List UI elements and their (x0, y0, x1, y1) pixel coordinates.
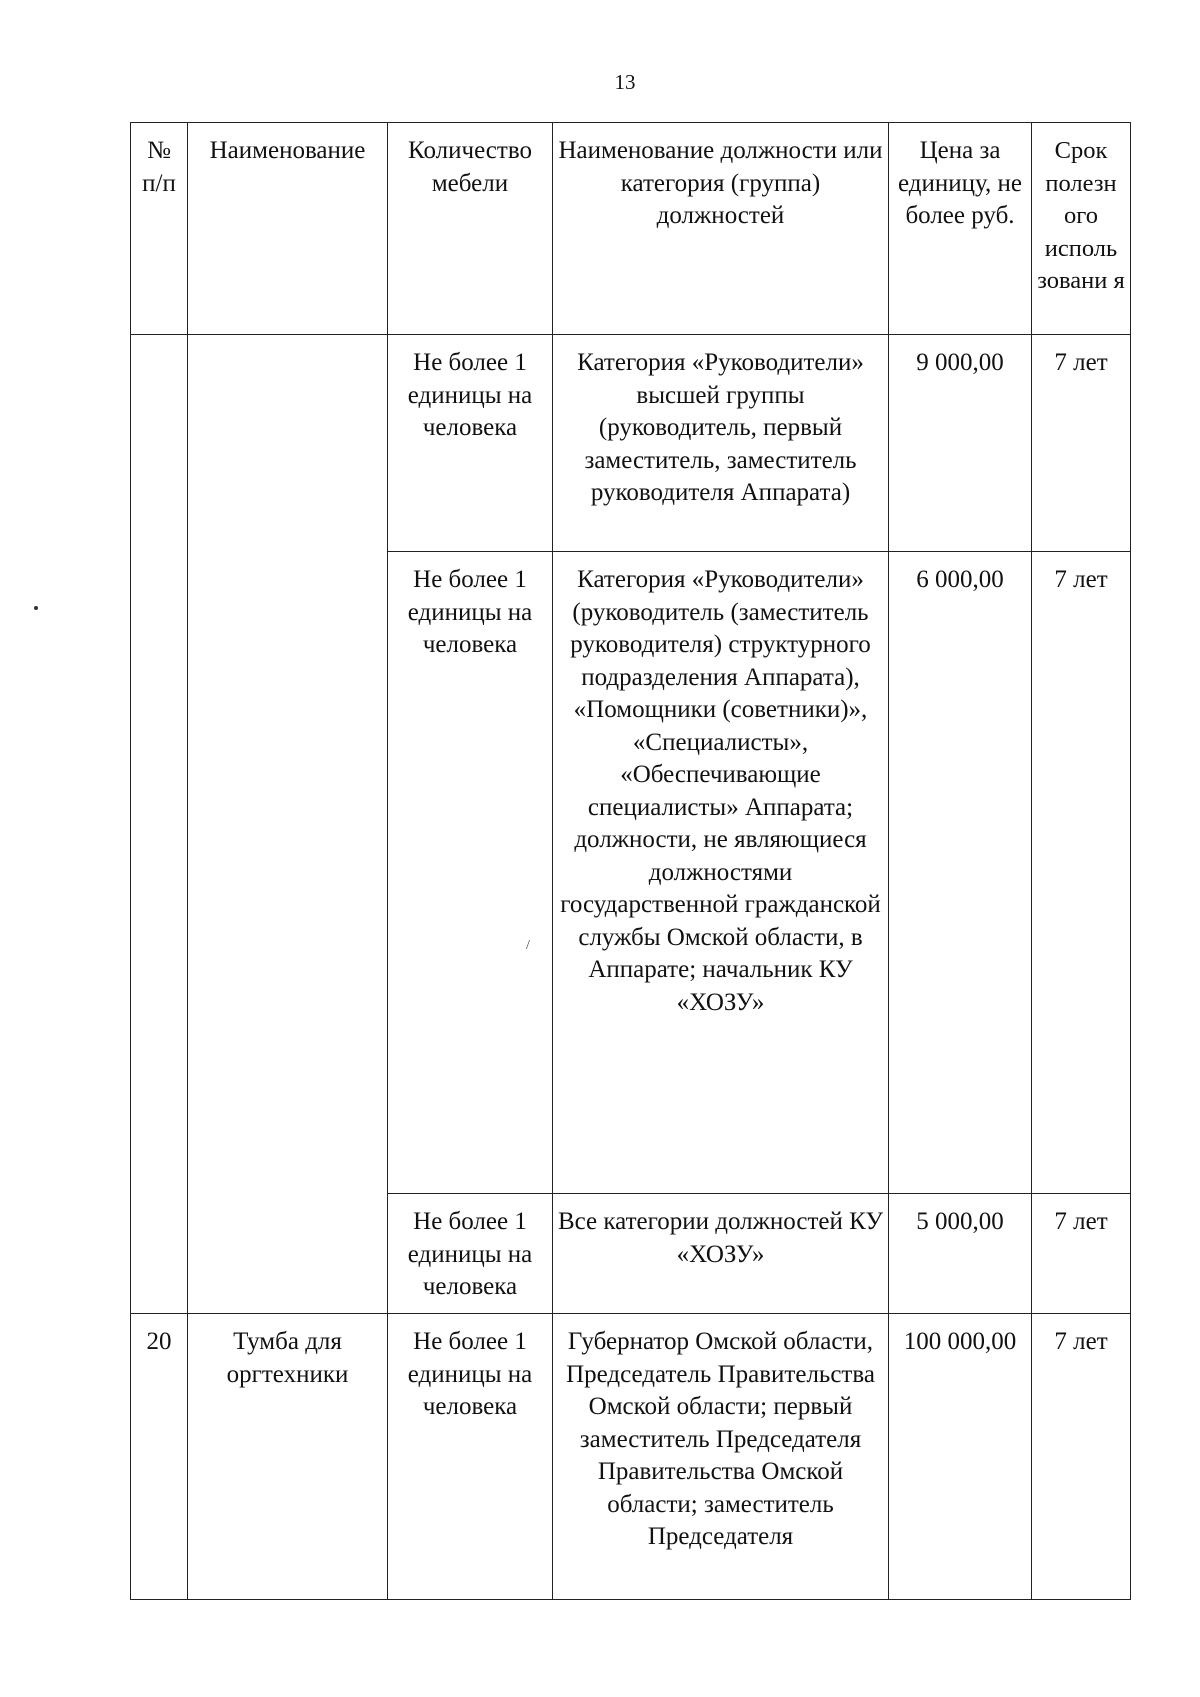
table-header-row (131, 123, 1131, 335)
header-term: Срок полезн ого исполь зовани я (1032, 123, 1131, 335)
cell-price: 9 000,00 (889, 335, 1032, 552)
cell-num: 20 (131, 1314, 188, 1600)
cell-term: 7 лет (1032, 1314, 1131, 1600)
cell-position: Все категории должностей КУ «ХОЗУ» (553, 1194, 889, 1314)
cell-qty: Не более 1 единицы на человека (388, 1194, 553, 1314)
cell-name (188, 335, 388, 1314)
scan-speck (34, 606, 38, 610)
cell-qty: Не более 1 единицы на человека (388, 1314, 553, 1600)
cell-price: 6 000,00 (889, 552, 1032, 1194)
header-qty: Количество мебели (388, 123, 553, 335)
cell-position: Губернатор Омской области, Председатель Правительства Омской области; первый заместитель Председателя Правительства Омской области; заместитель Председателя (553, 1314, 889, 1600)
header-num: № п/п (131, 123, 188, 335)
header-position: Наименование должности или категория (группа) должностей (553, 123, 889, 335)
cell-term: 7 лет (1032, 335, 1131, 552)
table-row (131, 1314, 1131, 1600)
cell-price: 5 000,00 (889, 1194, 1032, 1314)
furniture-norms-table (130, 122, 1131, 1600)
cell-name: Тумба для оргтехники (188, 1314, 388, 1600)
cell-term: 7 лет (1032, 552, 1131, 1194)
header-name: Наименование (188, 123, 388, 335)
cell-qty: Не более 1 единицы на человека (388, 552, 553, 1194)
header-price: Цена за единицу, не более руб. (889, 123, 1032, 335)
cell-qty: Не более 1 единицы на человека (388, 335, 553, 552)
cell-price: 100 000,00 (889, 1314, 1032, 1600)
cell-num (131, 335, 188, 1314)
cell-position: Категория «Руководители» (руководитель (заместитель руководителя) структурного подразделения Аппарата), «Помощники (советники)», «Специалисты», «Обеспечивающие специалисты» Аппарата; должности, не являющиеся должностями государственной гражданской службы Омской области, в Аппарате; начальник КУ «ХОЗУ» (553, 552, 889, 1194)
cell-term: 7 лет (1032, 1194, 1131, 1314)
table-row (131, 335, 1131, 552)
cell-position: Категория «Руководители» высшей группы (руководитель, первый заместитель, заместитель руководителя Аппарата) (553, 335, 889, 552)
page-number: 13 (614, 70, 636, 94)
scan-mark: / (526, 938, 530, 953)
